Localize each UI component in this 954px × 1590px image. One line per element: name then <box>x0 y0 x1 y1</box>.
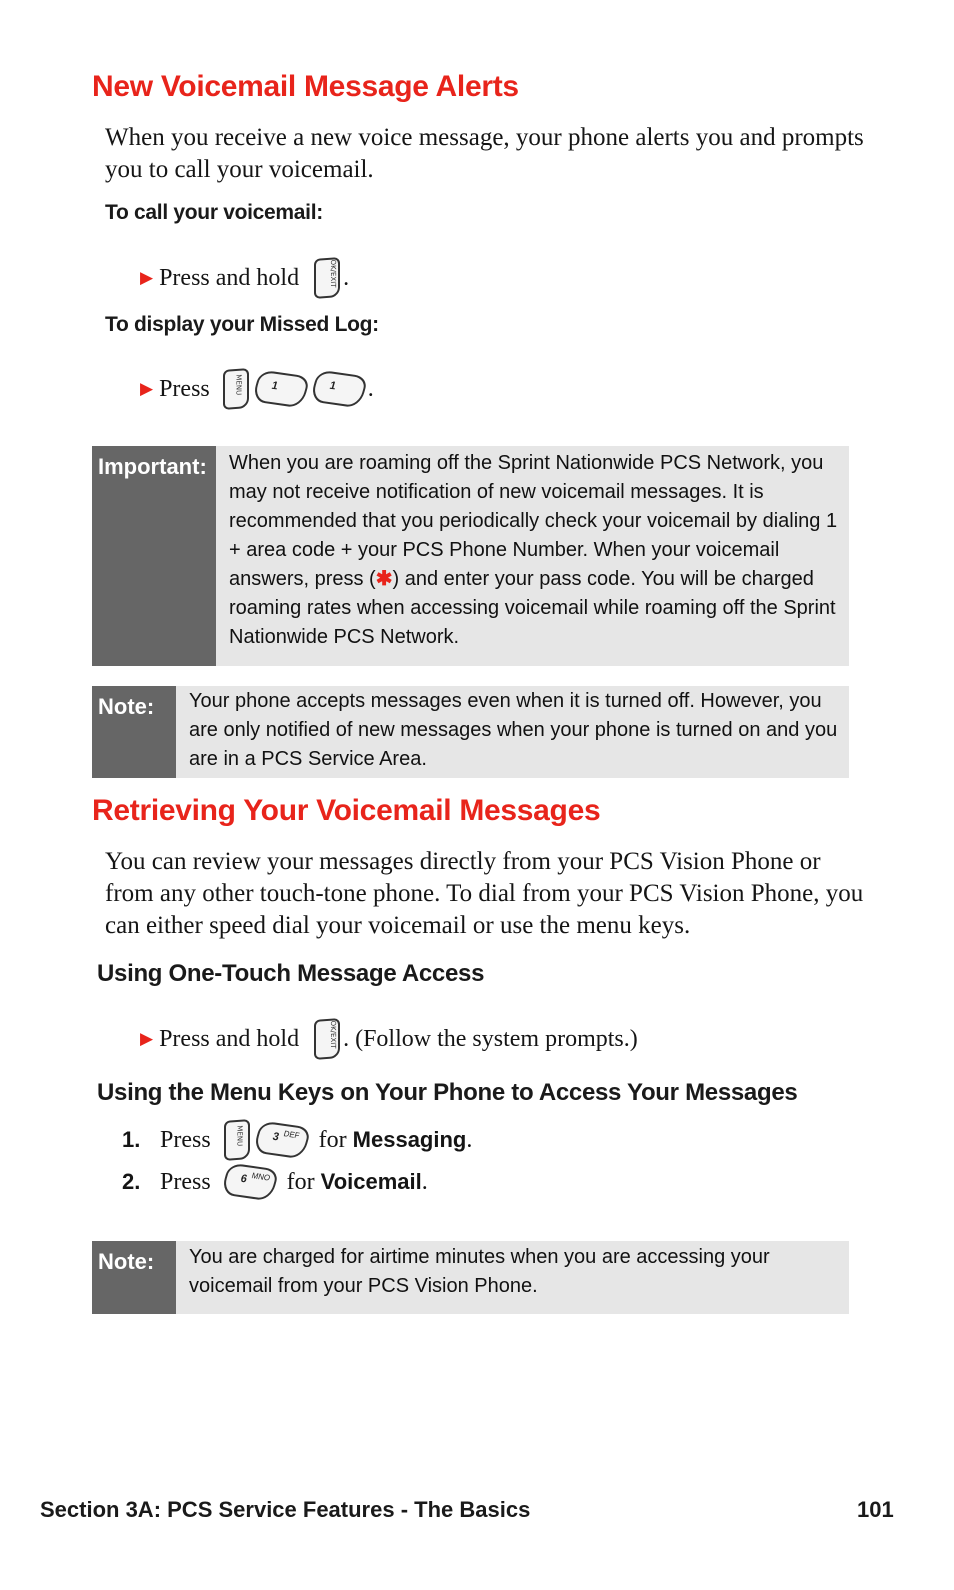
step-suffix: . (Follow the system prompts.) <box>343 1025 638 1052</box>
star-key-icon: ✱ <box>375 568 393 590</box>
step-text: Press <box>159 375 210 402</box>
menu-step-1: 1. Press MENU 3 DEF for Messaging . <box>122 1120 472 1160</box>
six-mno-key-icon: 6 MNO <box>220 1163 279 1202</box>
call-voicemail-heading: To call your voicemail: <box>105 201 323 224</box>
bullet-arrow-icon: ▶ <box>140 1029 154 1049</box>
step-number: 1. <box>122 1127 141 1152</box>
note-text: You are charged for airtime minutes when you are accessing your voicemail from your PCS Vision Phone. <box>189 1246 770 1297</box>
step-text: Press <box>160 1168 211 1195</box>
menu-keys-heading: Using the Menu Keys on Your Phone to Access Your Messages <box>97 1079 798 1106</box>
menu-key-icon: MENU <box>223 368 249 410</box>
messaging-target: Messaging <box>352 1127 467 1152</box>
note-label: Note: <box>92 1241 176 1314</box>
call-voicemail-step <box>140 258 349 298</box>
step-text: Press and hold <box>159 264 300 291</box>
menu-key-icon: MENU <box>224 1119 250 1161</box>
page-number: 101 <box>857 1497 894 1522</box>
footer-section-title: Section 3A: PCS Service Features - The Basics <box>40 1497 531 1522</box>
for-text: for <box>286 1168 315 1195</box>
three-def-key-icon: 3 DEF <box>252 1121 311 1160</box>
intro-paragraph: When you receive a new voice message, your phone alerts you and prompts you to call your voicemail. <box>105 124 864 183</box>
section-title-retrieving-voicemail: Retrieving Your Voicemail Messages <box>92 794 601 827</box>
step-suffix: . <box>367 375 374 402</box>
one-touch-step <box>140 1019 638 1059</box>
note-text: Your phone accepts messages even when it is turned off. However, you are only notified of new messages when your phone is turned on and you are in a PCS Service Area. <box>189 690 838 770</box>
missed-log-step <box>140 369 374 409</box>
missed-log-heading: To display your Missed Log: <box>105 313 379 336</box>
step-number: 2. <box>122 1169 141 1194</box>
ok-exit-key-icon: OK/EXIT <box>314 257 340 299</box>
ok-exit-key-icon: OK/EXIT <box>314 1018 340 1060</box>
note-label: Note: <box>92 686 176 778</box>
note-callout-2 <box>92 1241 849 1314</box>
for-text: for <box>318 1126 347 1153</box>
one-touch-heading: Using One-Touch Message Access <box>97 960 485 987</box>
voicemail-target: Voicemail <box>320 1169 422 1194</box>
section-title-new-voicemail-alerts: New Voicemail Message Alerts <box>92 70 519 103</box>
note-callout-1 <box>92 686 849 778</box>
step-text: Press and hold <box>159 1025 300 1052</box>
retrieving-intro-paragraph: You can review your messages directly from your PCS Vision Phone or from any other touch-tone phone. To dial from your PCS Vision Phone, you can either speed dial your voicemail or use the menu keys. <box>105 848 864 939</box>
important-callout <box>92 446 849 666</box>
step-text: Press <box>160 1126 211 1153</box>
important-text: When you are roaming off the Sprint Nationwide PCS Network, you may not receive notification of new voicemail messages. It is recommended that you periodically check your voicemail by dialing 1 + area code + your PCS Phone Number. When your voicemail answers, press (✱) and enter your pass code. You will be charged roaming rates when accessing voicemail while roaming off the Sprint Nationwide PCS Network. <box>229 452 838 648</box>
menu-step-2: 2. Press 6 MNO for Voicemail . <box>122 1166 428 1198</box>
one-key-icon: 1 <box>251 370 310 409</box>
bullet-arrow-icon: ▶ <box>140 268 154 288</box>
important-label: Important: <box>92 446 216 666</box>
one-key-icon: 1 <box>309 370 368 409</box>
bullet-arrow-icon: ▶ <box>140 379 154 399</box>
step-suffix: . <box>343 264 350 291</box>
